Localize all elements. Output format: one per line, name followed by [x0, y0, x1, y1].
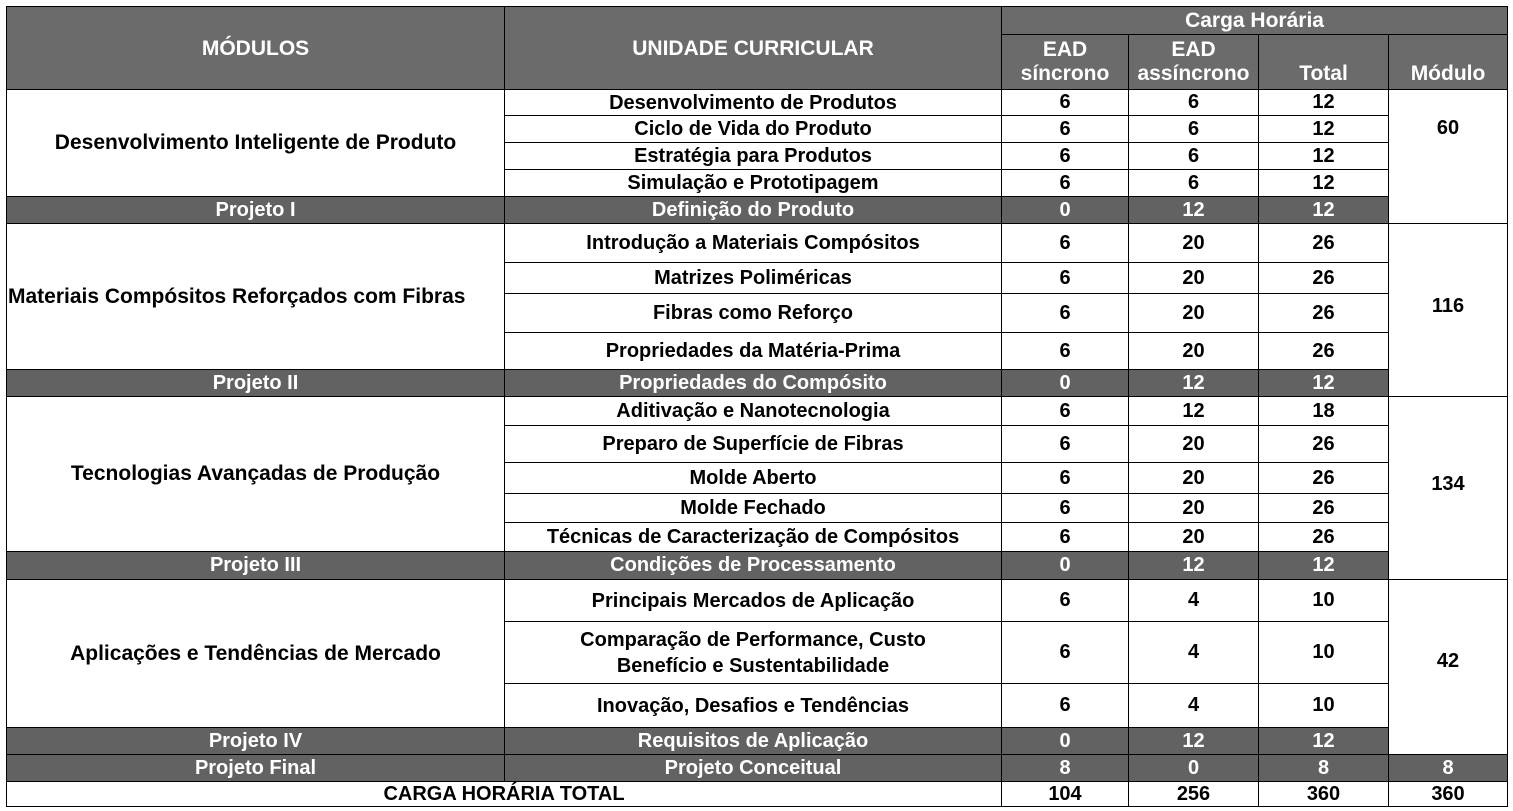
header-ead-assincrono-line1: EAD: [1171, 38, 1216, 61]
ead-assincrono-cell: 20: [1129, 494, 1259, 523]
ead-sincrono-cell: 6: [1002, 333, 1129, 370]
ead-sincrono-cell: 0: [1002, 552, 1129, 580]
ead-assincrono-cell: 20: [1129, 263, 1259, 294]
total-cell: 12: [1259, 728, 1389, 755]
total-cell: 10: [1259, 622, 1389, 684]
table-row: [7, 580, 1508, 622]
header-total: Total: [1259, 35, 1389, 90]
ead-assincrono-cell: 20: [1129, 294, 1259, 333]
unit-name: Aditivação e Nanotecnologia: [505, 397, 1002, 426]
grand-total-row: [7, 782, 1508, 807]
header-ead-sincrono-line1: EAD: [1042, 38, 1088, 61]
ead-assincrono-cell: 20: [1129, 463, 1259, 494]
project-row: [7, 197, 1508, 224]
grand-total-sincrono: 104: [1002, 782, 1129, 807]
ead-assincrono-cell: 12: [1129, 370, 1259, 397]
ead-sincrono-cell: 6: [1002, 463, 1129, 494]
ead-sincrono-cell: 6: [1002, 224, 1129, 263]
header-carga-horaria: Carga Horária: [1002, 7, 1508, 35]
total-cell: 12: [1259, 143, 1389, 170]
header-modulo: Módulo: [1389, 35, 1508, 90]
total-cell: 10: [1259, 684, 1389, 728]
header-ead-sincrono-line2: síncrono: [1020, 62, 1110, 85]
module-total-cell: 60: [1389, 90, 1508, 224]
total-cell: 26: [1259, 224, 1389, 263]
module-name: Materiais Compósitos Reforçados com Fibras: [7, 224, 505, 370]
unit-name: Fibras como Reforço: [505, 294, 1002, 333]
unit-name: [505, 622, 1002, 684]
ead-sincrono-cell: 6: [1002, 116, 1129, 143]
project-name: Projeto Final: [7, 755, 505, 782]
grand-total-assincrono: 256: [1129, 782, 1259, 807]
grand-total-label: CARGA HORÁRIA TOTAL: [7, 782, 1002, 807]
ead-assincrono-cell: 12: [1129, 552, 1259, 580]
curriculum-table: [6, 6, 1508, 807]
ead-sincrono-cell: 6: [1002, 143, 1129, 170]
ead-sincrono-cell: 6: [1002, 90, 1129, 116]
total-cell: 26: [1259, 263, 1389, 294]
ead-sincrono-cell: 6: [1002, 622, 1129, 684]
total-cell: 12: [1259, 90, 1389, 116]
ead-sincrono-cell: 6: [1002, 426, 1129, 463]
ead-sincrono-cell: 6: [1002, 294, 1129, 333]
ead-assincrono-cell: 12: [1129, 397, 1259, 426]
table-row: [7, 90, 1508, 116]
ead-sincrono-cell: 0: [1002, 197, 1129, 224]
unit-name: Ciclo de Vida do Produto: [505, 116, 1002, 143]
project-row: [7, 728, 1508, 755]
header-ead-assincrono: [1129, 35, 1259, 90]
ead-sincrono-cell: 6: [1002, 523, 1129, 552]
unit-name: Simulação e Prototipagem: [505, 170, 1002, 197]
total-cell: 8: [1259, 755, 1389, 782]
ead-sincrono-cell: 6: [1002, 170, 1129, 197]
total-cell: 12: [1259, 170, 1389, 197]
ead-sincrono-cell: 6: [1002, 397, 1129, 426]
ead-assincrono-cell: 6: [1129, 116, 1259, 143]
ead-sincrono-cell: 6: [1002, 263, 1129, 294]
header-modulos: MÓDULOS: [7, 7, 505, 90]
ead-assincrono-cell: 0: [1129, 755, 1259, 782]
project-unit: Condições de Processamento: [505, 552, 1002, 580]
project-name: Projeto II: [7, 370, 505, 397]
ead-assincrono-cell: 12: [1129, 728, 1259, 755]
module-total-cell: 134: [1389, 397, 1508, 580]
module-total-cell: 116: [1389, 224, 1508, 397]
unit-name: Técnicas de Caracterização de Compósitos: [505, 523, 1002, 552]
unit-name: Desenvolvimento de Produtos: [505, 90, 1002, 116]
unit-name-line1: Comparação de Performance, Custo: [580, 628, 926, 651]
project-row: [7, 370, 1508, 397]
header-ead-sincrono: [1002, 35, 1129, 90]
table-row: [7, 397, 1508, 426]
header-ead-assincrono-line2: assíncrono: [1137, 62, 1250, 85]
project-name: Projeto IV: [7, 728, 505, 755]
project-name: Projeto III: [7, 552, 505, 580]
module-total-cell: 8: [1389, 755, 1508, 782]
unit-name: Inovação, Desafios e Tendências: [505, 684, 1002, 728]
ead-sincrono-cell: 0: [1002, 370, 1129, 397]
module-total-cell: 42: [1389, 580, 1508, 755]
total-cell: 18: [1259, 397, 1389, 426]
unit-name: Matrizes Poliméricas: [505, 263, 1002, 294]
ead-sincrono-cell: 6: [1002, 580, 1129, 622]
project-unit: Definição do Produto: [505, 197, 1002, 224]
project-unit: Propriedades do Compósito: [505, 370, 1002, 397]
ead-assincrono-cell: 6: [1129, 143, 1259, 170]
ead-assincrono-cell: 4: [1129, 580, 1259, 622]
project-name: Projeto I: [7, 197, 505, 224]
module-name: Tecnologias Avançadas de Produção: [7, 397, 505, 552]
unit-name: Introdução a Materiais Compósitos: [505, 224, 1002, 263]
unit-name: Propriedades da Matéria-Prima: [505, 333, 1002, 370]
ead-assincrono-cell: 6: [1129, 170, 1259, 197]
final-project-row: [7, 755, 1508, 782]
module-name: Desenvolvimento Inteligente de Produto: [7, 90, 505, 197]
ead-assincrono-cell: 6: [1129, 90, 1259, 116]
total-cell: 26: [1259, 333, 1389, 370]
ead-assincrono-cell: 20: [1129, 333, 1259, 370]
total-cell: 10: [1259, 580, 1389, 622]
unit-name: Molde Fechado: [505, 494, 1002, 523]
unit-name: Preparo de Superfície de Fibras: [505, 426, 1002, 463]
total-cell: 26: [1259, 463, 1389, 494]
total-cell: 26: [1259, 426, 1389, 463]
ead-sincrono-cell: 6: [1002, 684, 1129, 728]
grand-total-total: 360: [1259, 782, 1389, 807]
table-row: [7, 224, 1508, 263]
ead-sincrono-cell: 6: [1002, 494, 1129, 523]
ead-assincrono-cell: 20: [1129, 523, 1259, 552]
grand-total-modulo: 360: [1389, 782, 1508, 807]
module-name: Aplicações e Tendências de Mercado: [7, 580, 505, 728]
total-cell: 12: [1259, 197, 1389, 224]
unit-name: Principais Mercados de Aplicação: [505, 580, 1002, 622]
ead-sincrono-cell: 8: [1002, 755, 1129, 782]
ead-assincrono-cell: 20: [1129, 426, 1259, 463]
ead-assincrono-cell: 4: [1129, 684, 1259, 728]
total-cell: 12: [1259, 116, 1389, 143]
total-cell: 26: [1259, 523, 1389, 552]
total-cell: 26: [1259, 294, 1389, 333]
project-unit: Projeto Conceitual: [505, 755, 1002, 782]
project-row: [7, 552, 1508, 580]
ead-assincrono-cell: 12: [1129, 197, 1259, 224]
ead-sincrono-cell: 0: [1002, 728, 1129, 755]
header-row-1: [7, 7, 1508, 35]
total-cell: 12: [1259, 552, 1389, 580]
ead-assincrono-cell: 20: [1129, 224, 1259, 263]
unit-name: Molde Aberto: [505, 463, 1002, 494]
total-cell: 12: [1259, 370, 1389, 397]
unit-name: Estratégia para Produtos: [505, 143, 1002, 170]
unit-name-line2: Benefício e Sustentabilidade: [616, 654, 890, 677]
header-unidade: UNIDADE CURRICULAR: [505, 7, 1002, 90]
project-unit: Requisitos de Aplicação: [505, 728, 1002, 755]
ead-assincrono-cell: 4: [1129, 622, 1259, 684]
total-cell: 26: [1259, 494, 1389, 523]
